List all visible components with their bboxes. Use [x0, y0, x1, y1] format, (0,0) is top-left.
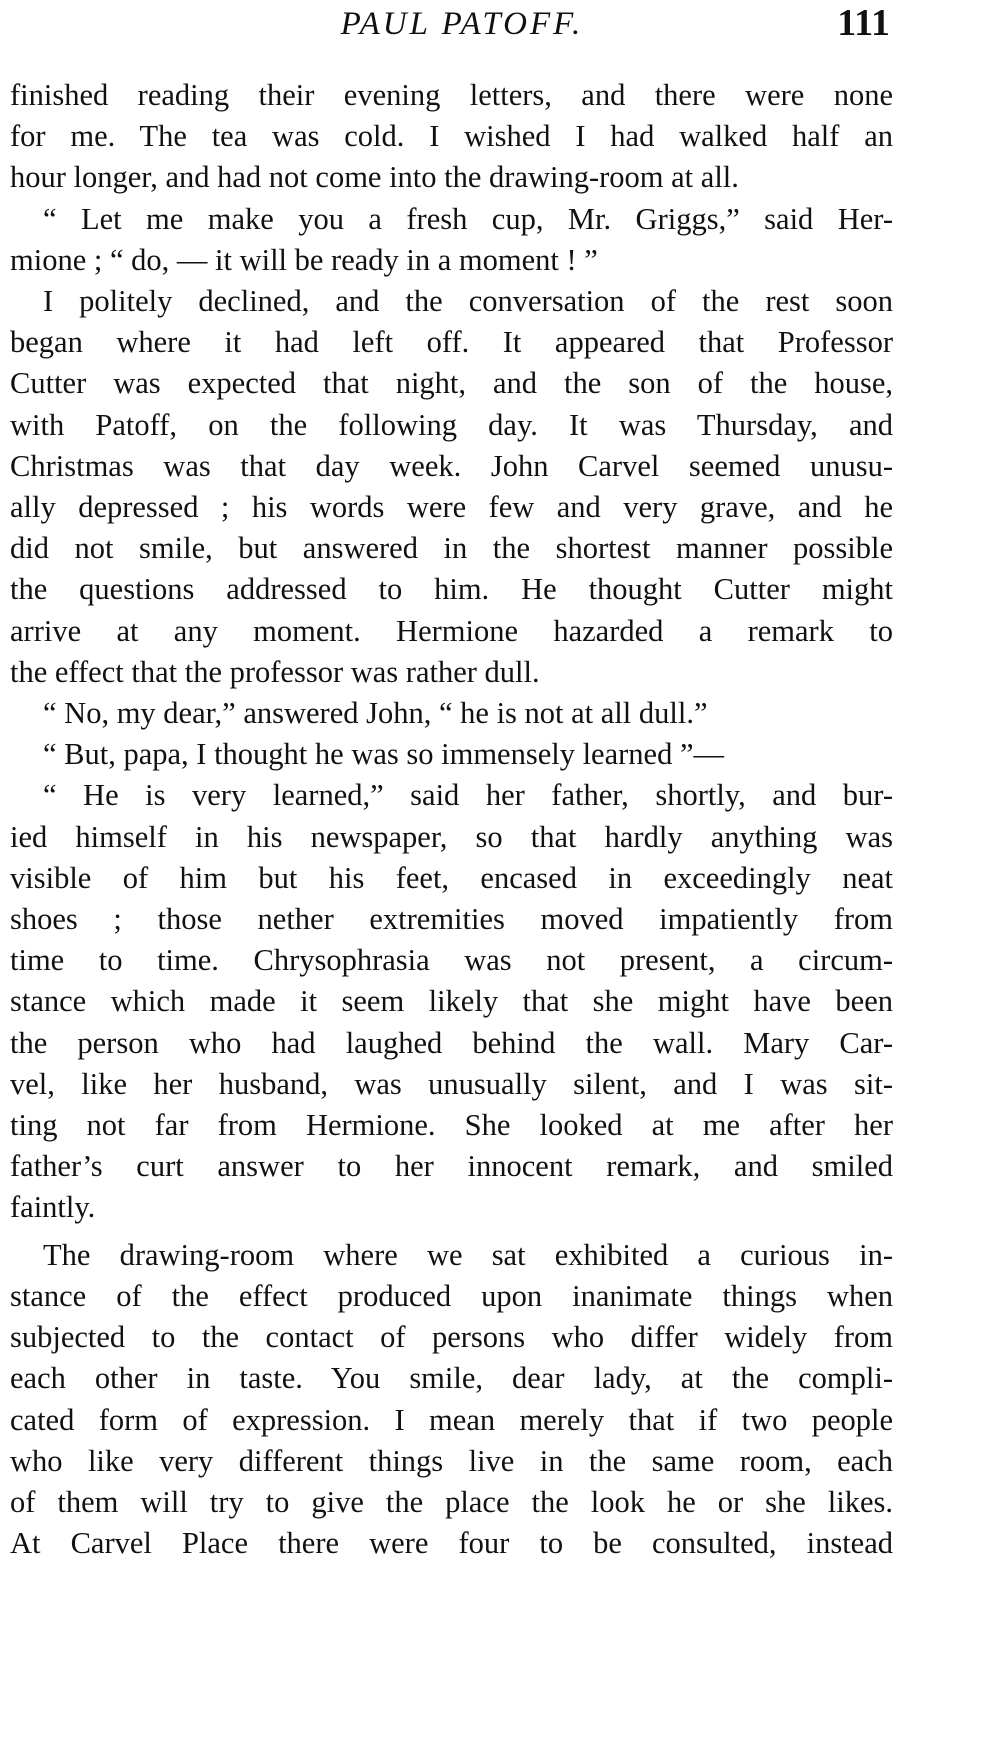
paragraph — [10, 1235, 893, 1565]
paragraph — [10, 775, 893, 1228]
paragraph — [10, 693, 893, 734]
text-line: who like very different things live in the same room, each — [10, 1443, 893, 1478]
text-line: cated form of expression. I mean merely that if two people — [10, 1402, 893, 1437]
text-line: “ But, papa, I thought he was so immensely learned ”— — [43, 737, 724, 772]
text-line: for me. The tea was cold. I wished I had walked half an — [10, 119, 893, 154]
text-line: did not smile, but answered in the shortest manner possible — [10, 531, 893, 566]
paragraph — [10, 734, 893, 775]
text-line: finished reading their evening letters, and there were none — [10, 78, 893, 112]
text-line: Cutter was expected that night, and the son of the house, — [10, 366, 893, 401]
text-line: father’s curt answer to her innocent remark, and smiled — [10, 1149, 893, 1184]
text-line: hour longer, and had not come into the drawing-room at all. — [10, 160, 739, 195]
paragraph — [10, 75, 893, 199]
text-line: stance of the effect produced upon inanimate things when — [10, 1278, 893, 1313]
text-line: time to time. Chrysophrasia was not present, a circum- — [10, 943, 893, 978]
text-line: subjected to the contact of persons who differ widely from — [10, 1320, 893, 1355]
text-line: of them will try to give the place the look he or she likes. — [10, 1484, 893, 1519]
text-line: with Patoff, on the following day. It was Thursday, and — [10, 407, 893, 442]
text-line: arrive at any moment. Hermione hazarded a remark to — [10, 613, 893, 648]
text-line: “ No, my dear,” answered John, “ he is not at all dull.” — [43, 696, 708, 731]
body-text — [10, 75, 893, 1564]
paragraph — [10, 281, 893, 693]
text-line: vel, like her husband, was unusually silent, and I was sit- — [10, 1066, 893, 1101]
page-number: 111 — [837, 2, 890, 44]
text-line: ally depressed ; his words were few and very grave, and he — [10, 490, 893, 525]
text-line: “ Let me make you a fresh cup, Mr. Griggs,” said Her- — [43, 201, 893, 236]
text-line: ting not far from Hermione. She looked at me after her — [10, 1108, 893, 1143]
text-line: “ He is very learned,” said her father, shortly, and bur- — [43, 778, 893, 813]
text-line: At Carvel Place there were four to be consulted, instead — [10, 1526, 893, 1561]
text-line: Christmas was that day week. John Carvel seemed unusu- — [10, 448, 893, 483]
text-line: each other in taste. You smile, dear lady, at the compli- — [10, 1361, 893, 1396]
text-line: the questions addressed to him. He thought Cutter might — [10, 572, 893, 607]
text-line: visible of him but his feet, encased in exceedingly neat — [10, 860, 893, 895]
running-title: PAUL PATOFF. — [340, 6, 584, 42]
running-head — [12, 0, 892, 48]
text-line: the effect that the professor was rather dull. — [10, 654, 540, 689]
text-line: the person who had laughed behind the wall. Mary Car- — [10, 1025, 893, 1060]
text-line: shoes ; those nether extremities moved impatiently from — [10, 902, 893, 937]
text-line: I politely declined, and the conversation of the rest soon — [43, 284, 893, 319]
text-line: began where it had left off. It appeared that Professor — [10, 325, 893, 360]
paragraph — [10, 199, 893, 281]
text-line: faintly. — [10, 1190, 96, 1225]
text-line: mione ; “ do, — it will be ready in a moment ! ” — [10, 242, 598, 277]
text-line: ied himself in his newspaper, so that hardly anything was — [10, 819, 893, 854]
text-line: The drawing-room where we sat exhibited a curious in- — [43, 1237, 893, 1272]
text-line: stance which made it seem likely that she might have been — [10, 984, 893, 1019]
